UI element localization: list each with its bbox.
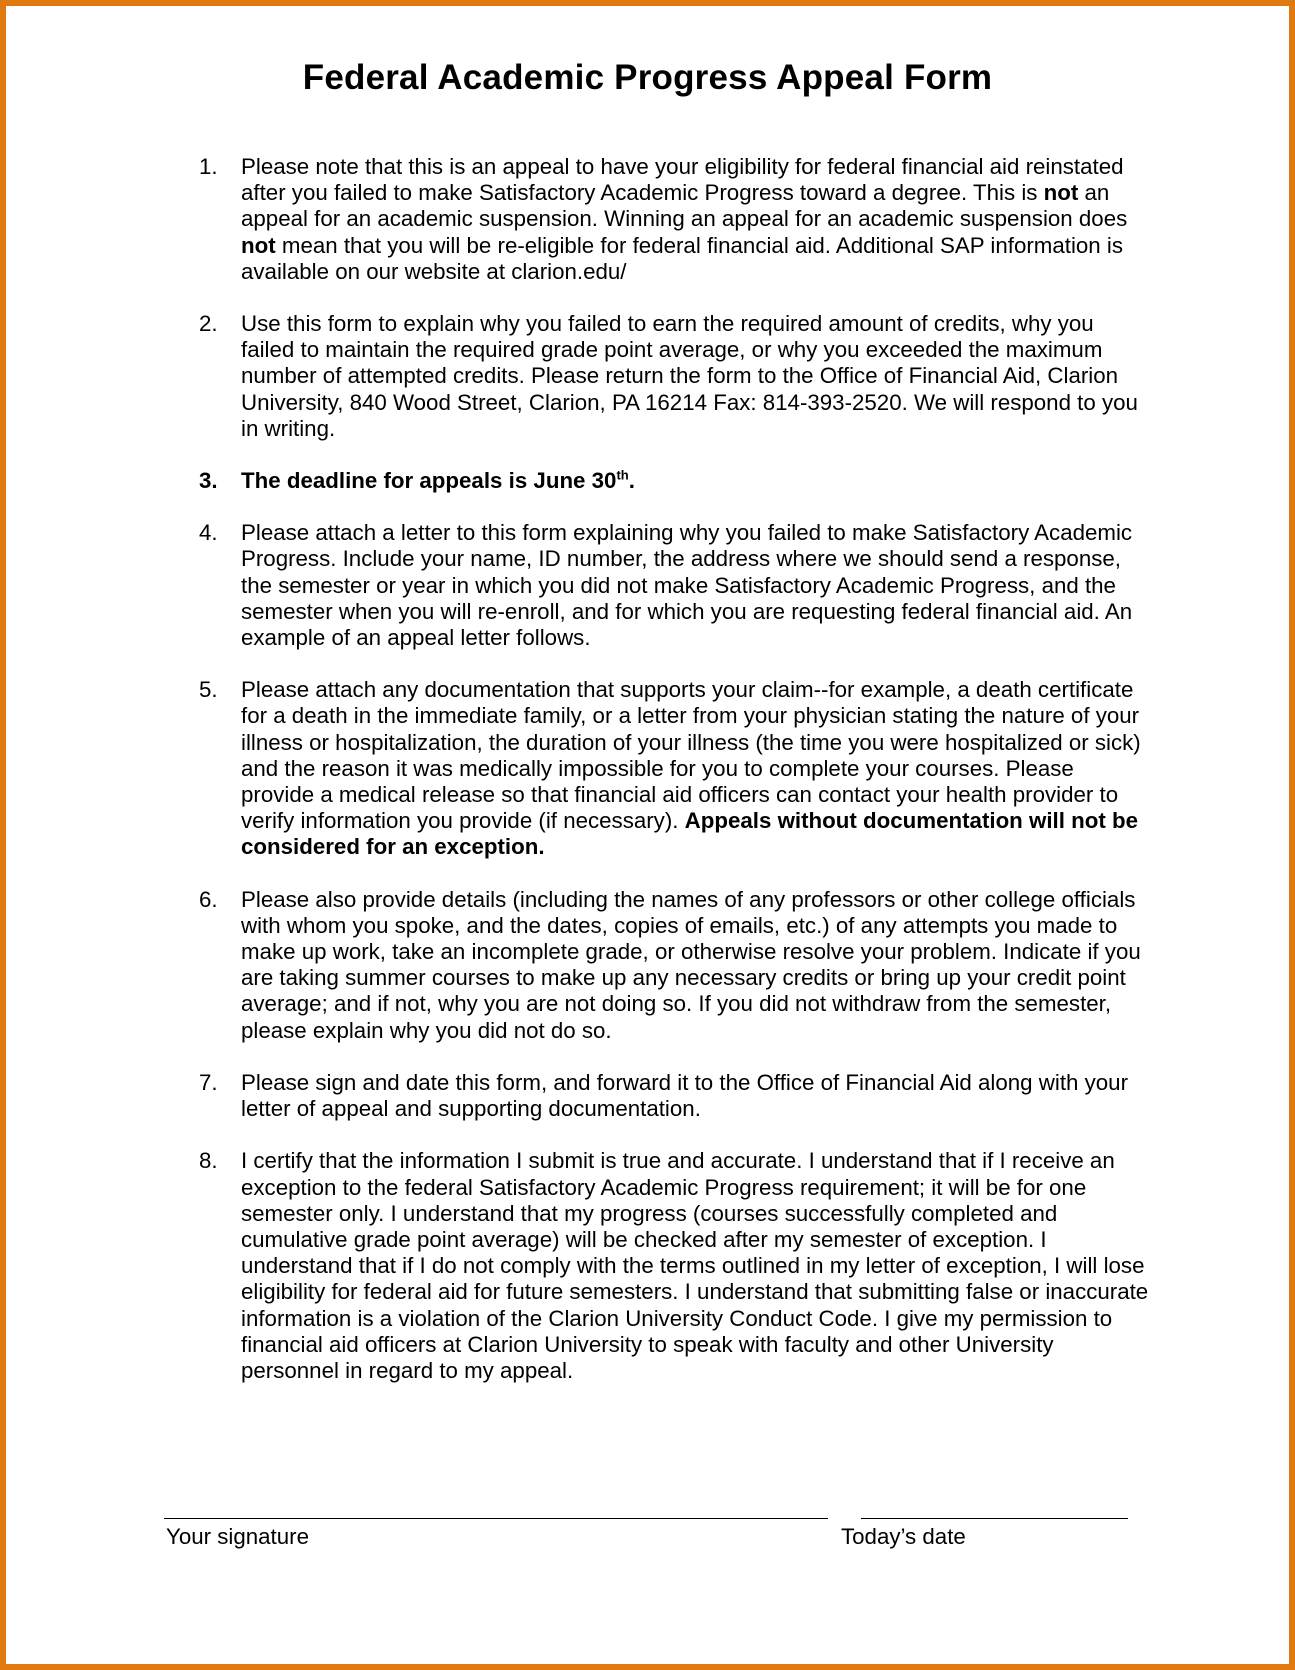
list-item-text: [241, 468, 635, 493]
bold-text: Appeals without documentation will not be considered for an exception.: [241, 808, 1139, 860]
bold-text: not: [241, 232, 276, 258]
page-title: Federal Academic Progress Appeal Form: [302, 58, 993, 97]
text-run: Please attach any documentation that supports your claim--for example, a death certificate for a death in the immediate family, or a letter from your physician stating the nature of your illness or hospitalization, the duration of your illness (the time you were hospitalized or sick) and the reason it was medically impossible for you to complete your courses. Please provide a medical release so that financial aid officers can contact your health provider to verify information you provide (if necessary).: [241, 677, 1141, 834]
list-item-number: 3.: [199, 468, 218, 494]
list-item-number: 5.: [199, 677, 218, 703]
date-line[interactable]: [861, 1518, 1128, 1519]
text-run: I certify that the information I submit is true and accurate. I understand that if I receive an exception to the federal Satisfactory Academic Progress requirement; it will be for one semester only. I understand that my progress (courses successfully completed and cumulative grade point average) will be checked after my semester of exception. I understand that if I do not comply with the terms outlined in my letter of exception, I will lose eligibility for federal aid for future semesters. I understand that submitting false or inaccurate information is a violation of the Clarion University Conduct Code. I give my permission to financial aid officers at Clarion University to speak with faculty and other University personnel in regard to my appeal.: [241, 1148, 1149, 1383]
list-item-text: [241, 677, 1141, 859]
list-item: [199, 1070, 1149, 1122]
list-item-number: 7.: [199, 1069, 218, 1095]
date-label: Today’s date: [841, 1524, 966, 1549]
list-item-text: [241, 311, 1138, 441]
list-item-number: 6.: [199, 886, 218, 912]
list-item: [199, 677, 1149, 860]
list-item-number: 2.: [199, 311, 218, 337]
text-run: Please sign and date this form, and forward it to the Office of Financial Aid along with your letter of appeal and supporting documentation.: [241, 1069, 1128, 1122]
list-item: [199, 154, 1149, 285]
text-run: mean that you will be re-eligible for federal financial aid. Additional SAP information is available on our website at clarion.edu/: [241, 232, 1124, 284]
text-run: Use this form to explain why you failed to earn the required amount of credits, why you failed to maintain the required grade point average, or why you exceeded the maximum number of attempted credits. Please return the form to the Office of Financial Aid, Clarion University, 840 Wood Street, Clarion, PA 16214 Fax: 814-393-2520. We will respond to you in writing.: [241, 311, 1138, 441]
list-item: [199, 520, 1149, 651]
list-item-number: 4.: [199, 520, 218, 546]
list-item-text: [241, 887, 1141, 1043]
list-item: [199, 468, 1149, 494]
instructions-list: [199, 154, 1149, 1410]
list-item: [199, 887, 1149, 1044]
list-item-number: 1.: [199, 154, 218, 179]
list-item-text: [241, 154, 1127, 284]
signature-label: Your signature: [166, 1524, 309, 1549]
signature-line[interactable]: [164, 1518, 828, 1519]
list-item-text: [241, 1070, 1128, 1121]
text-run: .: [628, 468, 635, 494]
list-item-text: [241, 1148, 1148, 1383]
list-item-number: 8.: [199, 1148, 218, 1174]
bold-text: not: [1043, 180, 1079, 206]
list-item: [199, 311, 1149, 442]
list-item-text: [241, 520, 1132, 650]
list-item: [199, 1148, 1149, 1384]
text-run: an appeal for an academic suspension. Winning an appeal for an academic suspension does: [241, 180, 1128, 232]
text-run: The deadline for appeals is June 30: [241, 468, 617, 494]
text-run: Please attach a letter to this form explaining why you failed to make Satisfactory Academic Progress. Include your name, ID number, the address where we should send a response, the semester or year in which you did not make Satisfactory Academic Progress, and the semester when you will re-enroll, and for which you are requesting federal financial aid. An example of an appeal letter follows.: [241, 520, 1133, 651]
superscript-text: th: [616, 467, 629, 483]
text-run: Please also provide details (including the names of any professors or other college officials with whom you spoke, and the dates, copies of emails, etc.) of any attempts you made to make up work, take an incomplete grade, or otherwise resolve your problem. Indicate if you are taking summer courses to make up any necessary credits or bring up your credit point average; and if not, why you are not doing so. If you did not withdraw from the semester, please explain why you did not do so.: [241, 886, 1141, 1043]
text-run: Please note that this is an appeal to have your eligibility for federal financial aid reinstated after you failed to make Satisfactory Academic Progress toward a degree. This is: [241, 154, 1124, 206]
